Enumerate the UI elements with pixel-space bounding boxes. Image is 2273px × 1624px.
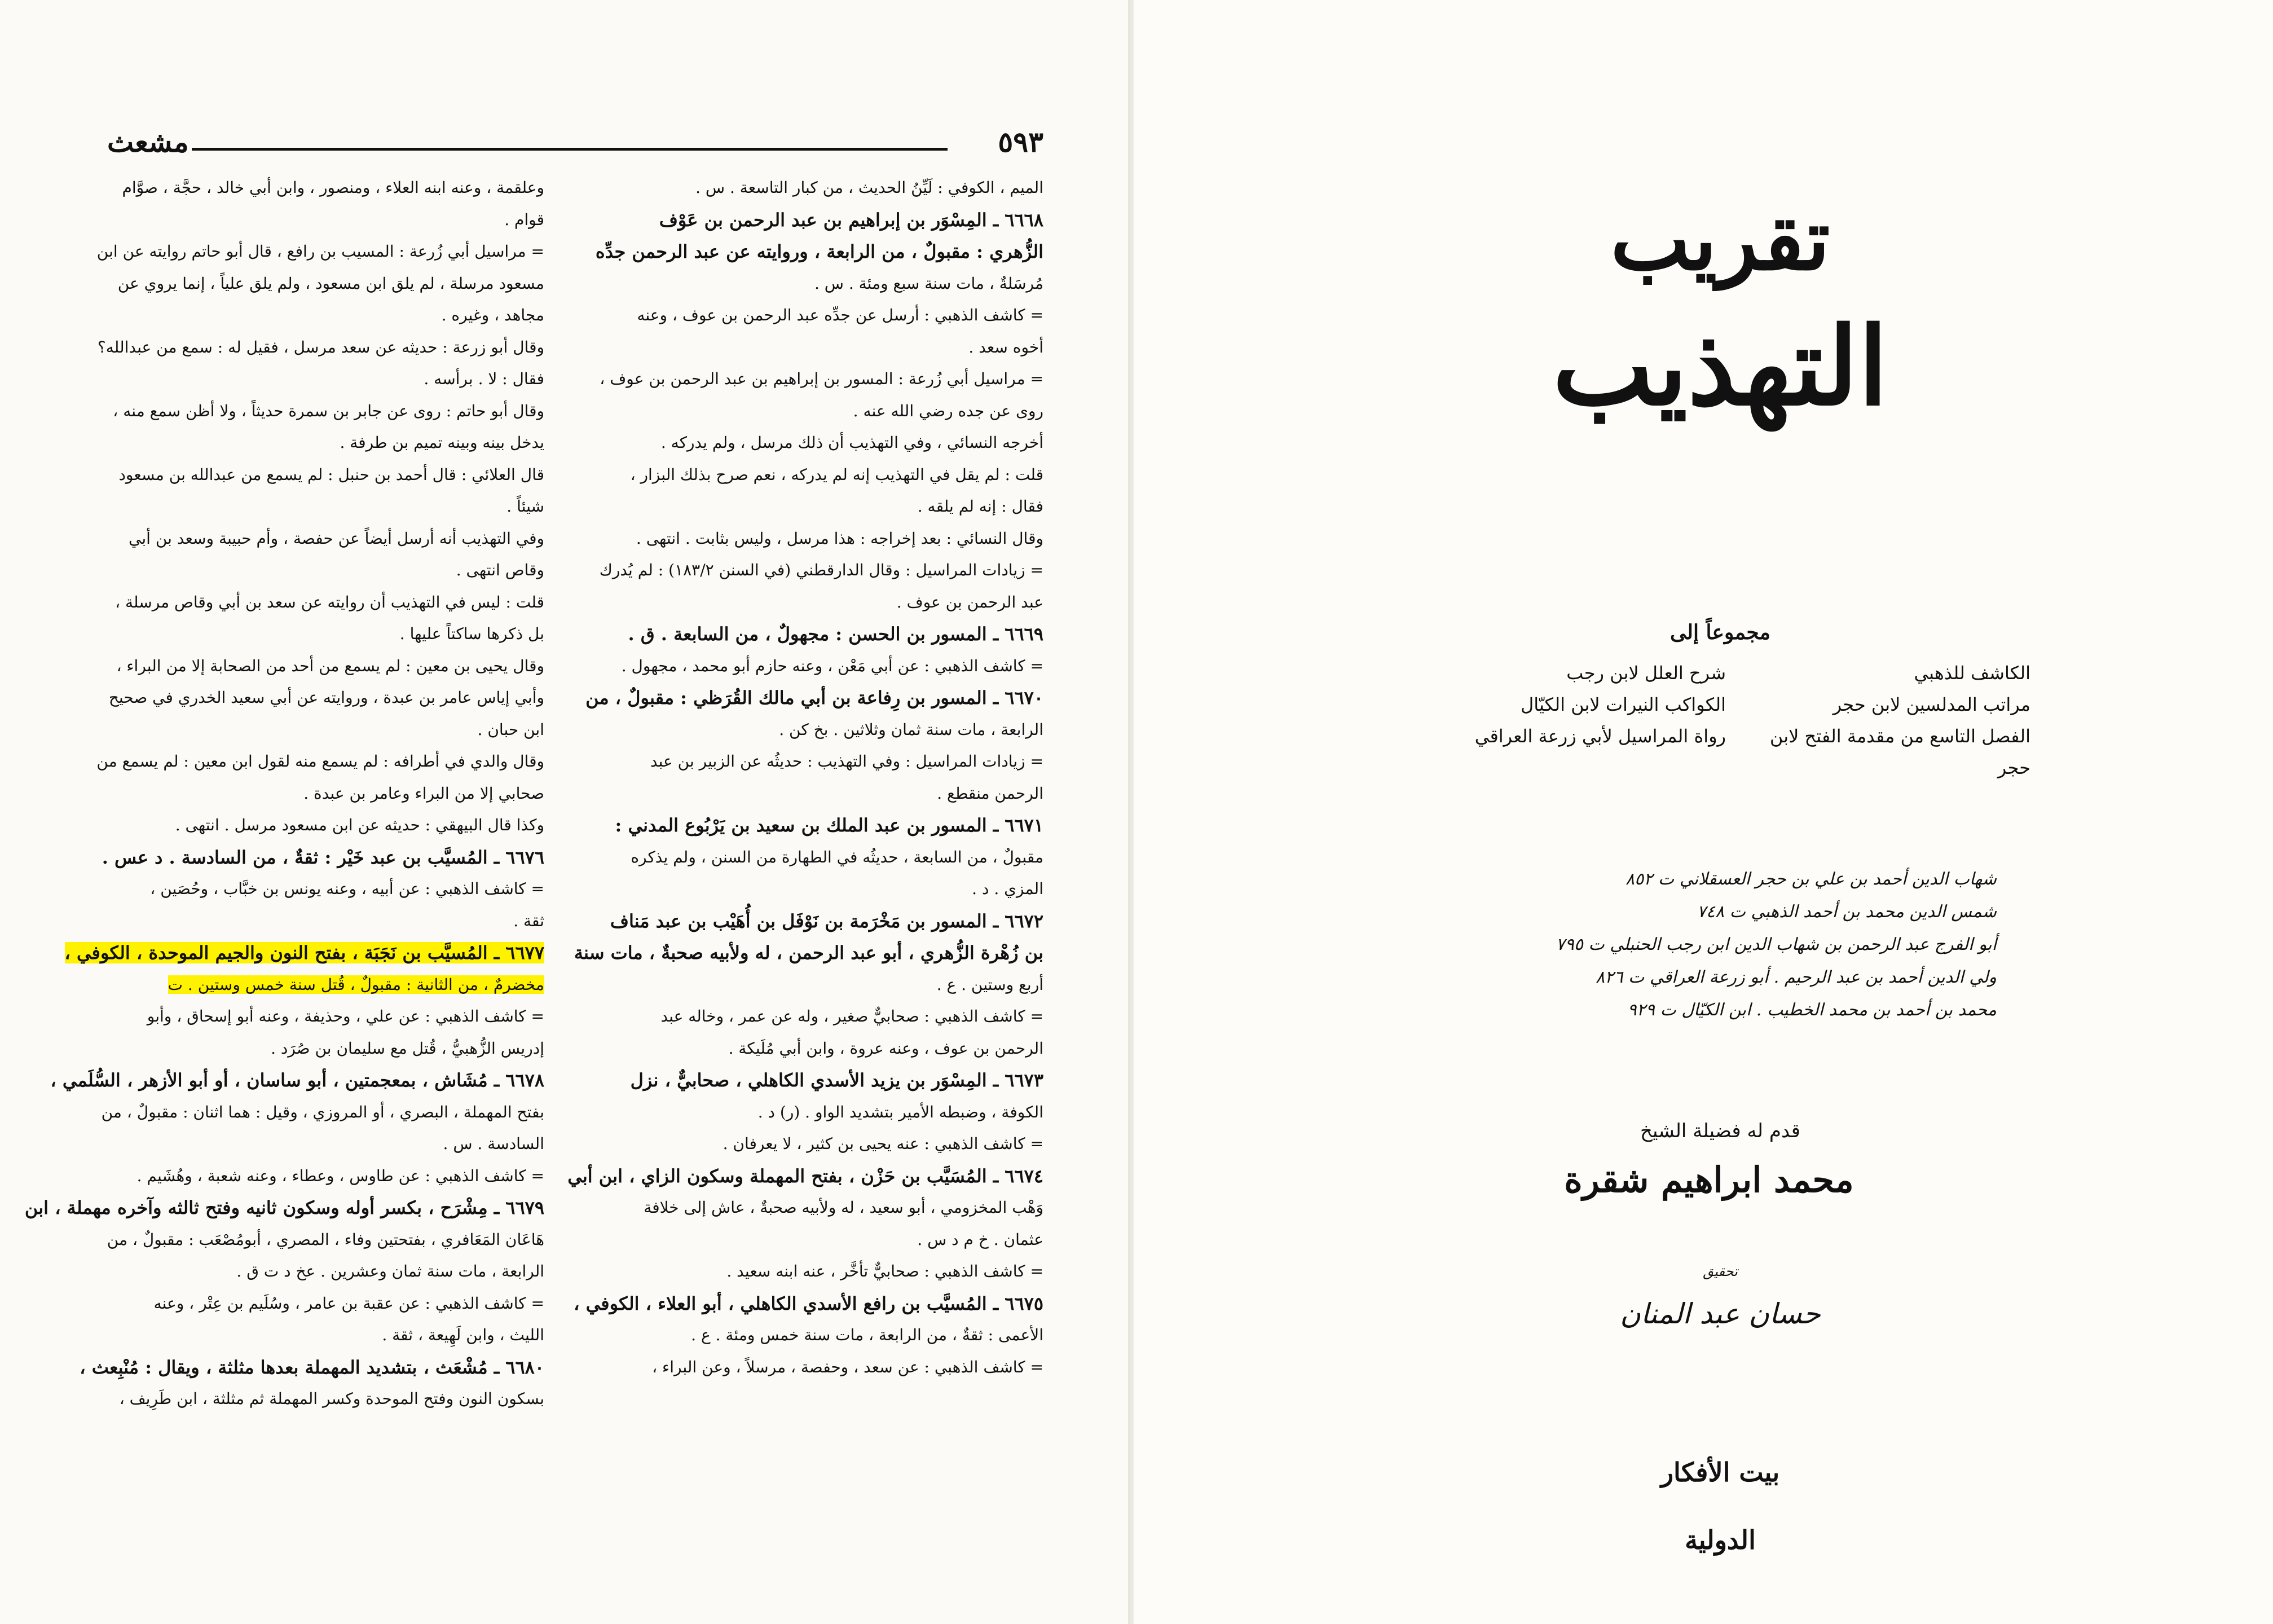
text-line	[604, 587, 1043, 619]
line-text: أخوه سعد .	[968, 337, 1043, 357]
line-text: السادسة . س .	[443, 1134, 544, 1153]
text-line	[97, 332, 544, 364]
line-text: ٦٦٧١ ـ المسور بن عبد الملك بن سعيد بن يَرْبُوع المدني :	[615, 815, 1043, 836]
line-text: صحابي إلا من البراء وعامر بن عبدة .	[303, 784, 544, 803]
line-text: بن زُهْرة الزُّهري ، أبو عبد الرحمن ، له ولأبيه صحبةٌ ، مات سنة	[574, 942, 1043, 963]
text-line	[104, 554, 544, 587]
editor-label: تحقيق	[1703, 1264, 1738, 1279]
line-text: = كاشف الذهبي : عن أبيه ، وعنه يونس بن خبَّاب ، وحُصَين ،	[150, 879, 544, 898]
line-text: وقال والدي في أطرافه : لم يسمع منه لقول ابن معين : لم يسمع من	[96, 752, 544, 771]
line-text: الكوفة ، وضبطه الأمير بتشديد الواو . (ر) د .	[757, 1102, 1043, 1121]
entry-heading-line	[595, 236, 1043, 268]
left-column	[24, 172, 544, 1415]
text-line	[104, 873, 544, 905]
line-text: ٦٦٨٠ ـ مُشْعَث ، بتشديد المهملة بعدها مثلثة ، ويقال : مُنْبِعث ،	[80, 1356, 544, 1378]
text-line	[604, 873, 1043, 905]
text-line	[101, 1097, 544, 1129]
line-text: عثمان . خ م د س .	[917, 1230, 1043, 1249]
text-line	[604, 746, 1043, 778]
text-line	[104, 1001, 544, 1033]
text-line	[104, 1383, 544, 1415]
line-text: ٦٦٦٨ ـ المِسْوَر بن إبراهيم بن عبد الرحمن بن عَوْف	[659, 209, 1043, 231]
text-line	[104, 363, 544, 395]
entry-heading-line	[80, 1352, 544, 1384]
line-text: مُرسَلةٌ ، مات سنة سبع ومئة . س .	[814, 274, 1043, 293]
text-line	[604, 714, 1043, 746]
work-item: مراتب المدلسين لابن حجر	[1833, 694, 2030, 715]
line-text: وكذا قال البيهقي : حديثه عن ابن مسعود مرسل . انتهى .	[175, 816, 544, 834]
text-line	[104, 268, 544, 300]
line-text: أربع وستين . ع .	[936, 975, 1043, 994]
line-text: ٦٦٧٥ ـ المُسيَّب بن رافع الأسدي الكاهلي ، أبو العلاء ، الكوفي ،	[574, 1292, 1043, 1314]
line-text: ٦٦٧٣ ـ المِسْوَر بن يزيد الأسدي الكاهلي ، صحابيٌّ ، نزل	[630, 1070, 1043, 1091]
line-text: = كاشف الذهبي : عن علي ، وحذيفة ، وعنه أبو إسحاق ، وأبو	[147, 1007, 544, 1026]
line-text: الرحمن منقطع .	[937, 784, 1043, 803]
line-text: = كاشف الذهبي : عنه يحيى بن كثير ، لا يعرفان .	[723, 1134, 1043, 1153]
text-line	[604, 427, 1043, 459]
text-line	[104, 1033, 544, 1065]
line-text: الرابعة ، مات سنة ثمان وثلاثين . بخ كن .	[779, 720, 1043, 739]
line-text: = كاشف الذهبي : عن عقبة بن عامر ، وسُلَيم بن عِتْر ، وعنه	[153, 1293, 544, 1313]
line-text: وأبي إياس عامر بن عبدة ، وروايته عن أبي سعيد الخدري في صحيح	[108, 688, 544, 707]
line-text: قوام .	[504, 210, 544, 229]
text-line	[104, 395, 544, 428]
collected-label: مجموعاً إلى	[1670, 620, 1770, 644]
line-text: المزي . د .	[972, 879, 1043, 898]
text-line	[604, 650, 1043, 683]
entry-heading-line	[604, 204, 1043, 236]
line-text: فقال : إنه لم يلقه .	[917, 497, 1043, 516]
entry-heading-line	[567, 1160, 1043, 1192]
line-text: الأعمى : ثقةٌ ، من الرابعة ، مات سنة خمس ومئة . ع .	[691, 1326, 1043, 1344]
line-text: = كاشف الذهبي : عن سعد ، وحفصة ، مرسلاً ، وعن البراء ،	[652, 1357, 1043, 1376]
text-line	[604, 1256, 1043, 1288]
text-line	[604, 332, 1043, 364]
entry-heading-line	[50, 1064, 544, 1097]
text-line	[604, 459, 1043, 491]
works-list-left	[1410, 657, 1726, 752]
line-text: عبد الرحمن بن عوف .	[896, 592, 1043, 611]
foreword-label: قدم له فضيلة الشيخ	[1640, 1120, 1800, 1142]
line-text: مقبولٌ ، من السابعة ، حديثُه في الطهارة من السنن ، ولم يذكره	[631, 847, 1043, 866]
text-line	[104, 1128, 544, 1160]
line-text: مجاهد ، وغيره .	[441, 306, 544, 324]
line-text: بفتح المهملة ، البصري ، أو المروزي ، وقيل : هما اثنان : مقبولٌ ، من	[101, 1102, 544, 1121]
text-line	[604, 1352, 1043, 1384]
line-text: وقاص انتهى .	[456, 561, 544, 579]
works-list-right	[1737, 657, 2030, 784]
line-text: ثقة .	[513, 911, 544, 930]
text-page	[0, 0, 1134, 1624]
text-line	[96, 746, 544, 778]
line-text: مسعود مرسلة ، لم يلق ابن مسعود ، ولم يلق علياً ، إنما يروي عن	[117, 274, 544, 293]
text-line	[104, 1256, 544, 1288]
text-line	[604, 1192, 1043, 1224]
entry-heading-line	[574, 1288, 1043, 1320]
text-line	[104, 682, 544, 714]
text-line	[104, 1319, 544, 1352]
book-title	[1466, 186, 1974, 440]
text-line	[604, 1224, 1043, 1256]
line-text: = زيادات المراسيل : وقال الدارقطني (في السنن ١٨٣/٢) : لم يُدرك	[599, 561, 1043, 579]
line-text: أخرجه النسائي ، وفي التهذيب أن ذلك مرسل ، ولم يدركه .	[660, 433, 1043, 452]
entry-heading-line	[24, 1192, 544, 1224]
entry-heading-line	[64, 937, 544, 969]
line-text: الزُّهري : مقبولٌ ، من الرابعة ، وروايته عن عبد الرحمن جدِّه	[595, 241, 1043, 262]
author-line: أبو الفرج عبد الرحمن بن شهاب الدين ابن رجب الحنبلي ت ٧٩٥	[1556, 935, 1997, 954]
text-line	[600, 363, 1043, 395]
text-line	[104, 427, 544, 459]
authors-list	[1444, 863, 1997, 1027]
entry-heading-line	[604, 1064, 1043, 1097]
line-text: هَاعَان المَعَافري ، بفتحتين وفاء ، المصري ، أبومُصْعَب : مقبولٌ ، من	[107, 1230, 544, 1249]
text-line	[104, 1224, 544, 1256]
text-line	[604, 395, 1043, 428]
line-text: وقال أبو زرعة : حديثه عن سعد مرسل ، فقيل له : سمع من عبدالله؟	[97, 337, 544, 357]
text-line	[604, 172, 1043, 204]
text-line	[604, 842, 1043, 874]
text-line	[604, 1097, 1043, 1129]
line-text: فقال : لا . برأسه .	[424, 369, 544, 388]
line-text: وَهْب المخزومي ، أبو سعيد ، له ولأبيه صحبةٌ ، عاش إلى خلافة	[644, 1198, 1043, 1217]
text-line	[604, 1001, 1043, 1033]
line-text: = مراسيل أبي زُرعة : المسيب بن رافع ، قال أبو حاتم روايته عن ابن	[96, 242, 544, 261]
line-text: ابن حبان .	[477, 720, 544, 739]
line-text: = زيادات المراسيل : وفي التهذيب : حديثُه عن الزبير بن عبد	[650, 752, 1043, 771]
line-text: وقال أبو حاتم : روى عن جابر بن سمرة حديثاً ، ولا أظن سمع منه ،	[113, 401, 544, 420]
page-number: ٥٩٣	[998, 125, 1043, 159]
line-text: قال العلائي : قال أحمد بن حنبل : لم يسمع من عبدالله بن مسعود	[118, 465, 544, 484]
line-text: الرحمن بن عوف ، وعنه عروة ، وابن أبي مُلَيكة .	[728, 1038, 1043, 1058]
text-line	[104, 300, 544, 332]
line-text: ٦٦٧٢ ـ المسور بن مَخْرَمة بن نَوْفَل بن أُهَيْب بن عبد مَناف	[610, 910, 1043, 932]
text-line	[604, 1033, 1043, 1065]
text-line	[104, 459, 544, 491]
line-text: ٦٦٧٠ ـ المسور بن رِفاعة بن أبي مالك القُرَظي : مقبولٌ ، من	[585, 687, 1043, 708]
title-line-1: تقريب	[1610, 190, 1830, 289]
line-text: بل ذكرها ساكتاً عليها .	[399, 624, 544, 643]
text-line	[104, 204, 544, 236]
text-line	[104, 1288, 544, 1320]
entry-heading-line	[604, 618, 1043, 650]
line-text: ٦٦٧٤ ـ المُسَيَّب بن حَزْن ، بفتح المهملة وسكون الزاي ، ابن أبي	[567, 1165, 1043, 1187]
entry-heading-line	[604, 809, 1043, 842]
text-line	[604, 491, 1043, 523]
text-line	[104, 905, 544, 938]
running-keyword: مشعث	[107, 125, 189, 159]
line-text: = كاشف الذهبي : صحابيٌّ صغير ، وله عن عمر ، وخاله عبد	[660, 1007, 1043, 1026]
line-text: وفي التهذيب أنه أرسل أيضاً عن حفصة ، وأم حبيبة وسعد بن أبي	[129, 529, 544, 548]
line-text: وقال النسائي : بعد إخراجه : هذا مرسل ، وليس بثابت . انتهى .	[636, 529, 1043, 548]
text-line	[104, 969, 544, 1001]
text-line	[604, 778, 1043, 810]
entry-heading-line	[604, 905, 1043, 938]
publisher-name: بيت الأفكار الدولية	[1660, 1457, 1780, 1555]
line-text: بسكون النون وفتح الموحدة وكسر المهملة ثم مثلثة ، ابن طَرِيف ،	[119, 1389, 544, 1408]
entry-heading-line	[104, 842, 544, 874]
author-line: محمد بن أحمد بن محمد الخطيب . ابن الكيّال ت ٩٢٩	[1627, 1000, 1997, 1020]
line-text: ٦٦٧٨ ـ مُشَاش ، بمعجمتين ، أبو ساسان ، أو أبو الأزهر ، السُّلَمي ،	[50, 1070, 544, 1091]
editor-name: حسان عبد المنان	[1620, 1297, 1821, 1330]
text-line	[104, 714, 544, 746]
text-line	[604, 1128, 1043, 1160]
line-text: = كاشف الذهبي : أرسل عن جدِّه عبد الرحمن بن عوف ، وعنه	[637, 306, 1043, 324]
text-line	[604, 969, 1043, 1001]
line-text: يدخل بينه وبينه تميم بن طرفة .	[340, 433, 544, 452]
line-text: وقال يحيى بن معين : لم يسمع من أحد من الصحابة إلا من البراء ،	[116, 656, 544, 675]
right-column	[567, 172, 1043, 1383]
text-line	[104, 1160, 544, 1192]
text-line	[599, 554, 1043, 587]
text-line	[604, 268, 1043, 300]
text-line	[104, 809, 544, 842]
line-text: الرابعة ، مات سنة ثمان وعشرين . عخ د ت ق .	[236, 1262, 544, 1280]
author-line: ولي الدين أحمد بن عبد الرحيم . أبو زرعة العراقي ت ٨٢٦	[1596, 967, 1997, 987]
text-line	[104, 587, 544, 619]
running-header	[107, 125, 1043, 159]
line-text: ٦٦٧٧ ـ المُسيَّب بن نَجَبَة ، بفتح النون والجيم الموحدة ، الكوفي ،	[64, 942, 544, 963]
line-text: إدريس الزُّهبيُّ ، قُتل مع سليمان بن صُرَد .	[271, 1038, 544, 1058]
line-text: = مراسيل أبي زُرعة : المسور بن إبراهيم بن عبد الرحمن بن عوف ،	[600, 369, 1043, 388]
work-item: الفصل التاسع من مقدمة الفتح لابن حجر	[1769, 725, 2030, 778]
text-line	[96, 236, 544, 268]
text-line	[104, 172, 544, 204]
text-line	[104, 523, 544, 555]
line-text: الميم ، الكوفي : لَيِّنُ الحديث ، من كبار التاسعة . س .	[695, 178, 1043, 197]
line-text: قلت : لم يقل في التهذيب إنه لم يدركه ، نعم صرح بذلك البزار ،	[630, 465, 1043, 484]
entry-heading-line	[574, 937, 1043, 969]
line-text: وعلقمة ، وعنه ابنه العلاء ، ومنصور ، وابن أبي خالد ، حجَّة ، صوَّام	[122, 178, 544, 197]
line-text: ٦٦٦٩ ـ المسور بن الحسن : مجهولٌ ، من السابعة . ق .	[628, 623, 1043, 645]
text-line	[604, 1319, 1043, 1352]
text-line	[104, 778, 544, 810]
sheikh-name: محمد ابراهيم شقرة	[1564, 1159, 1854, 1200]
entry-heading-line	[585, 682, 1043, 714]
text-line	[104, 491, 544, 523]
line-text: روى عن جده رضي الله عنه .	[853, 401, 1043, 420]
line-text: الليث ، وابن لَهِيعة ، ثقة .	[382, 1326, 544, 1344]
line-text: قلت : ليس في التهذيب أن روايته عن سعد بن أبي وقاص مرسلة ،	[115, 592, 544, 611]
work-item: الكواكب النيرات لابن الكيّال	[1520, 694, 1726, 715]
line-text: ٦٦٧٦ ـ المُسيَّب بن عبد خَيْر : ثقةٌ ، من السادسة . د عس .	[102, 846, 544, 868]
line-text: = كاشف الذهبي : عن طاوس ، وعطاء ، وعنه شعبة ، وهُشَيم .	[136, 1166, 544, 1185]
text-line	[104, 618, 544, 650]
publisher-logo	[1624, 1438, 1816, 1555]
line-text: مخضرمٌ ، من الثانية : مقبولٌ ، قُتل سنة خمس وستين . ت	[168, 975, 544, 994]
line-text: شيئاً .	[506, 497, 544, 516]
author-line: شهاب الدين أحمد بن علي بن حجر العسقلاني ت ٨٥٢	[1626, 869, 1997, 889]
line-text: ٦٦٧٩ ـ مِشْرَح ، بكسر أوله وسكون ثانيه وفتح ثالثه وآخره مهملة ، ابن	[24, 1197, 544, 1218]
work-item: شرح العلل لابن رجب	[1566, 662, 1726, 684]
author-line: شمس الدين محمد بن أحمد الذهبي ت ٧٤٨	[1697, 902, 1997, 922]
title-line-2: التهذيب	[1552, 303, 1888, 429]
line-text: = كاشف الذهبي : صحابيٌّ تأخَّر ، عنه ابنه سعيد .	[726, 1262, 1043, 1280]
text-line	[604, 300, 1043, 332]
text-line	[604, 523, 1043, 555]
work-item: الكاشف للذهبي	[1914, 662, 2030, 684]
work-item: رواة المراسيل لأبي زرعة العراقي	[1474, 725, 1726, 747]
header-rule	[192, 148, 948, 151]
line-text: = كاشف الذهبي : عن أبي مَعْن ، وعنه حازم أبو محمد ، مجهول .	[621, 656, 1043, 675]
text-line	[104, 650, 544, 683]
